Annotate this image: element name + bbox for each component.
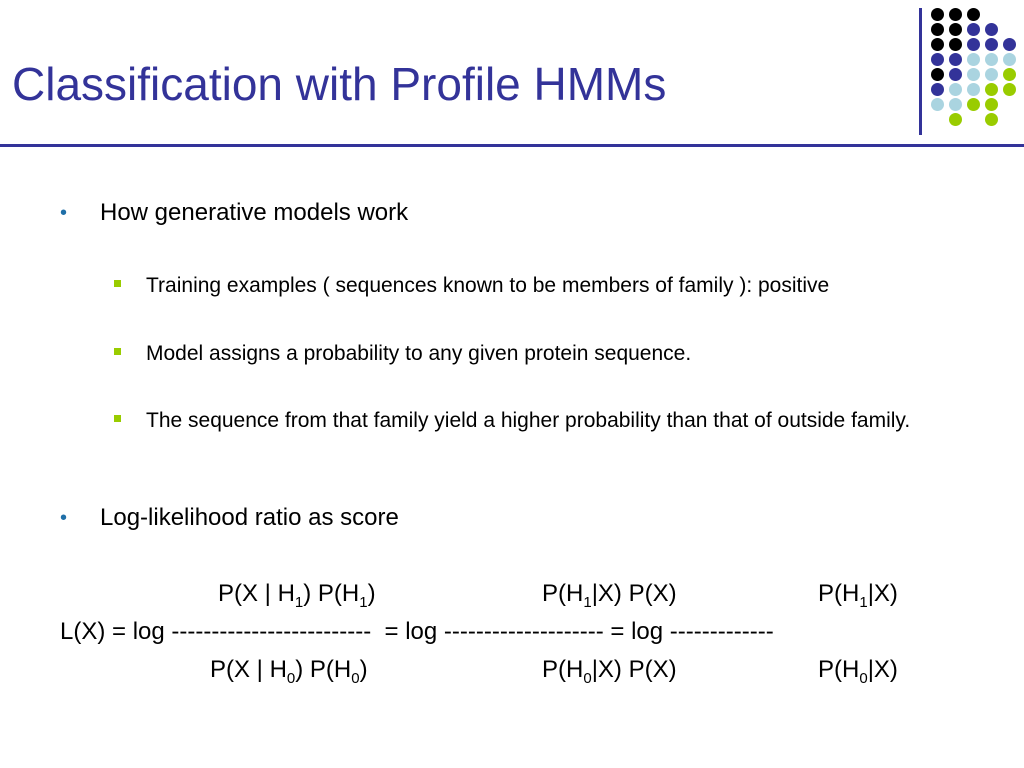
decorative-dot <box>931 98 944 111</box>
sub-bullet-text: Training examples ( sequences known to be members of family ): positive <box>146 274 830 297</box>
formula-denominator-2: $P(H_0|X)$ P(X) <box>542 656 677 687</box>
slide-title: Classification with Profile HMMs <box>12 58 667 110</box>
decorative-dot <box>967 68 980 81</box>
decorative-dot <box>931 68 944 81</box>
decorative-dot <box>985 98 998 111</box>
formula-numerator-1: P(X | $H_1$) $P(H_1)$ <box>218 580 376 611</box>
title-divider <box>0 144 1024 147</box>
decorative-dot <box>985 68 998 81</box>
formula-numerator-3: $P(H_1|X)$ <box>818 580 898 611</box>
sub-bullet-text: Model assigns a probability to any given protein sequence. <box>146 342 692 365</box>
bullet-marker: • <box>60 507 68 529</box>
decorative-dot <box>949 83 962 96</box>
decorative-dot <box>949 98 962 111</box>
square-bullet-icon <box>114 348 121 355</box>
decorative-dot <box>1003 83 1016 96</box>
decorative-dot <box>1003 38 1016 51</box>
decorative-dot <box>985 38 998 51</box>
decorative-dot <box>967 8 980 21</box>
decorative-dot <box>931 83 944 96</box>
decorative-dot <box>985 83 998 96</box>
decorative-dot <box>985 53 998 66</box>
decorative-dot <box>1003 68 1016 81</box>
decorative-dot <box>949 53 962 66</box>
decorative-dot <box>931 38 944 51</box>
decorative-dot <box>1003 53 1016 66</box>
decorative-dot <box>949 68 962 81</box>
decorative-dot <box>949 8 962 21</box>
formula-ratio-line: L(X) = log ------------------------- = log -------------------- = log ------------- <box>60 618 774 645</box>
decorative-dot <box>931 8 944 21</box>
bullet-text: How generative models work <box>100 199 409 226</box>
sub-bullet-text: The sequence from that family yield a higher probability than that of outside family. <box>146 409 911 432</box>
decorative-dot <box>985 23 998 36</box>
decorative-dot <box>931 53 944 66</box>
decorative-dot <box>967 98 980 111</box>
decorative-dot <box>967 53 980 66</box>
formula-numerator-2: $P(H_1|X)$ P(X) <box>542 580 677 611</box>
square-bullet-icon <box>114 415 121 422</box>
decorative-dot <box>967 23 980 36</box>
bullet-marker: • <box>60 202 68 224</box>
sub-bullet-sequence-family <box>114 407 994 434</box>
decorative-dot <box>949 38 962 51</box>
decorative-dot <box>949 23 962 36</box>
decorative-dot <box>967 83 980 96</box>
sub-bullet-training-examples <box>114 272 994 299</box>
bullet-text: Log-likelihood ratio as score <box>100 504 399 531</box>
formula-denominator-1: P(X | $H_0$) $P(H_0)$ <box>210 656 368 687</box>
vertical-divider <box>919 8 922 135</box>
decorative-dot <box>931 23 944 36</box>
decorative-dot <box>967 38 980 51</box>
formula-denominator-3: $P(H_0|X)$ <box>818 656 898 687</box>
sub-bullet-model-assigns <box>114 340 994 367</box>
decorative-dot <box>985 113 998 126</box>
square-bullet-icon <box>114 280 121 287</box>
decorative-dot <box>949 113 962 126</box>
